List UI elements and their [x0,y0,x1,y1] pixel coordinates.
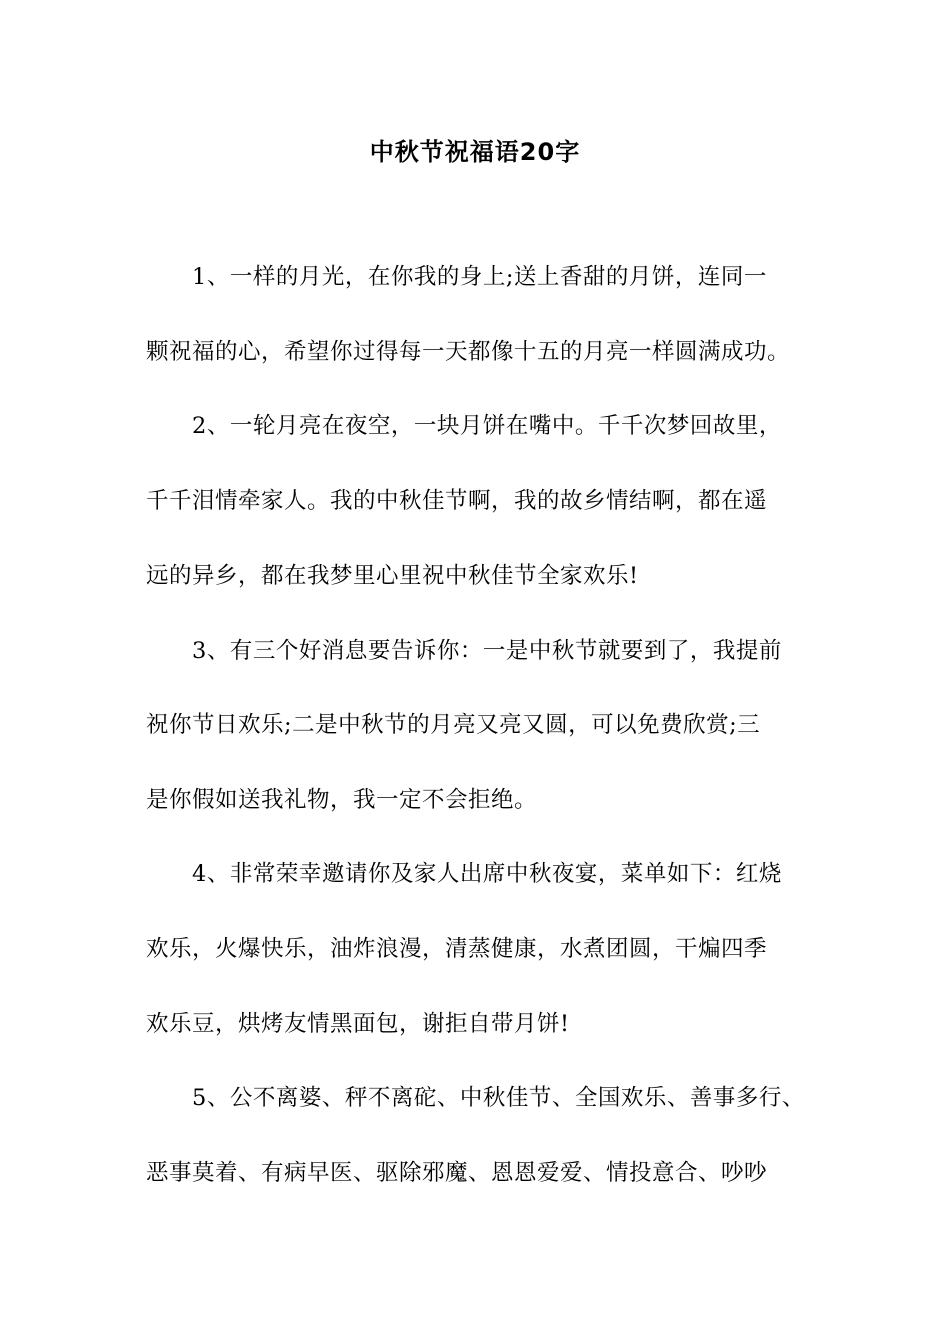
paragraph-2-line-1: 2、一轮月亮在夜空，一块月饼在嘴中。千千次梦回故里， [192,413,782,439]
paragraph-4-line-2: 欢乐，火爆快乐，油炸浪漫，清蒸健康，水煮团圆，干煸四季 [146,936,768,962]
paragraph-3-line-3: 是你假如送我礼物，我一定不会拒绝。 [146,787,538,813]
paragraph-5-line-1: 5、公不离婆、秤不离砣、中秋佳节、全国欢乐、善事多行、 [192,1085,805,1111]
paragraph-3-line-1: 3、有三个好消息要告诉你：一是中秋节就要到了，我提前 [192,638,782,664]
paragraph-2-line-2: 千千泪情牵家人。我的中秋佳节啊，我的故乡情结啊，都在遥 [146,488,768,514]
paragraph-1-line-2: 颗祝福的心，希望你过得每一天都像十五的月亮一样圆满成功。 [146,339,791,365]
paragraph-4-line-1: 4、非常荣幸邀请你及家人出席中秋夜宴，菜单如下：红烧 [192,861,782,887]
paragraph-1-line-1: 1、一样的月光，在你我的身上;送上香甜的月饼，连同一 [192,264,767,290]
document-title: 中秋节祝福语20字 [369,138,581,166]
paragraph-3-line-2: 祝你节日欢乐;二是中秋节的月亮又亮又圆，可以免费欣赏;三 [146,712,761,738]
paragraph-5-line-2: 恶事莫着、有病早医、驱除邪魔、恩恩爱爱、情投意合、吵吵 [146,1160,768,1186]
paragraph-2-line-3: 远的异乡，都在我梦里心里祝中秋佳节全家欢乐! [146,563,639,589]
paragraph-4-line-3: 欢乐豆，烘烤友情黑面包，谢拒自带月饼! [146,1011,570,1037]
